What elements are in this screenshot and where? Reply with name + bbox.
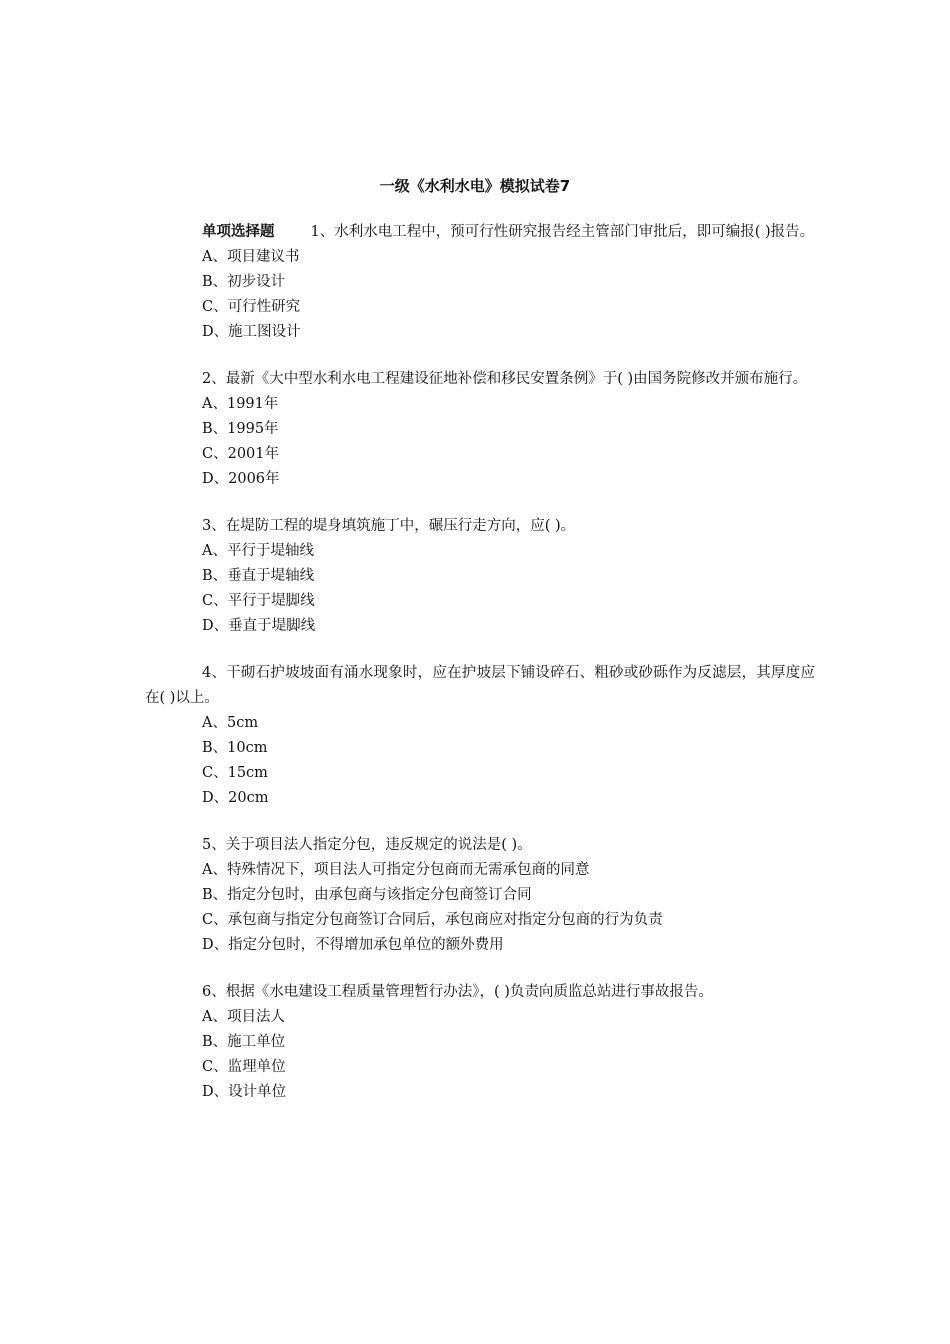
option-c: C、平行于堤脚线 [202,593,315,609]
question-5 [145,833,815,958]
question-4 [145,661,815,811]
option-a: A、5cm [202,715,259,731]
option-d: D、2006年 [202,471,280,487]
question-3 [145,514,815,639]
question-stem: 5、关于项目法人指定分包，违反规定的说法是( )。 [202,837,532,853]
option-a: A、项目建议书 [202,249,300,265]
option-d: D、设计单位 [202,1084,287,1100]
question-list [145,220,815,1127]
option-b: B、初步设计 [202,274,286,290]
option-a: A、项目法人 [202,1009,285,1025]
option-b: B、施工单位 [202,1034,286,1050]
option-c: C、承包商与指定分包商签订合同后，承包商应对指定分包商的行为负责 [202,912,663,928]
option-a: A、1991年 [202,396,279,412]
question-2 [145,367,815,492]
option-b: B、指定分包时，由承包商与该指定分包商签订合同 [202,887,532,903]
option-c: C、2001年 [202,446,279,462]
option-d: D、20cm [202,790,269,806]
option-d: D、施工图设计 [202,324,301,340]
option-d: D、指定分包时，不得增加承包单位的额外费用 [202,937,504,953]
question-6 [145,980,815,1105]
option-b: B、1995年 [202,421,279,437]
option-c: C、可行性研究 [202,299,301,315]
question-stem: 4、干砌石护坡坡面有涌水现象时，应在护坡层下铺设碎石、粗砂或砂砾作为反滤层，其厚度应在( )以上。 [145,665,815,706]
question-stem: 3、在堤防工程的堤身填筑施丁中，碾压行走方向，应( )。 [202,518,576,534]
option-c: C、监理单位 [202,1059,286,1075]
question-stem [145,220,815,245]
question-stem: 6、根据《水电建设工程质量管理暂行办法》，( )负责向质监总站进行事故报告。 [202,984,713,1000]
option-c: C、15cm [202,765,268,781]
option-a: A、平行于堤轴线 [202,543,314,559]
option-b: B、10cm [202,740,268,756]
question-stem: 2、最新《大中型水利水电工程建设征地补偿和移民安置条例》于( )由国务院修改并颁布施行。 [202,371,808,387]
page-title: 一级《水利水电》模拟试卷7 [379,177,571,195]
option-a: A、特殊情况下，项目法人可指定分包商而无需承包商的同意 [202,862,590,878]
section-label: 单项选择题 [202,224,275,240]
question-text: 1、水利水电工程中，预可行性研究报告经主管部门审批后，即可编报( )报告。 [310,224,815,240]
option-d: D、垂直于堤脚线 [202,618,316,634]
question-1 [145,220,815,345]
option-b: B、垂直于堤轴线 [202,568,315,584]
